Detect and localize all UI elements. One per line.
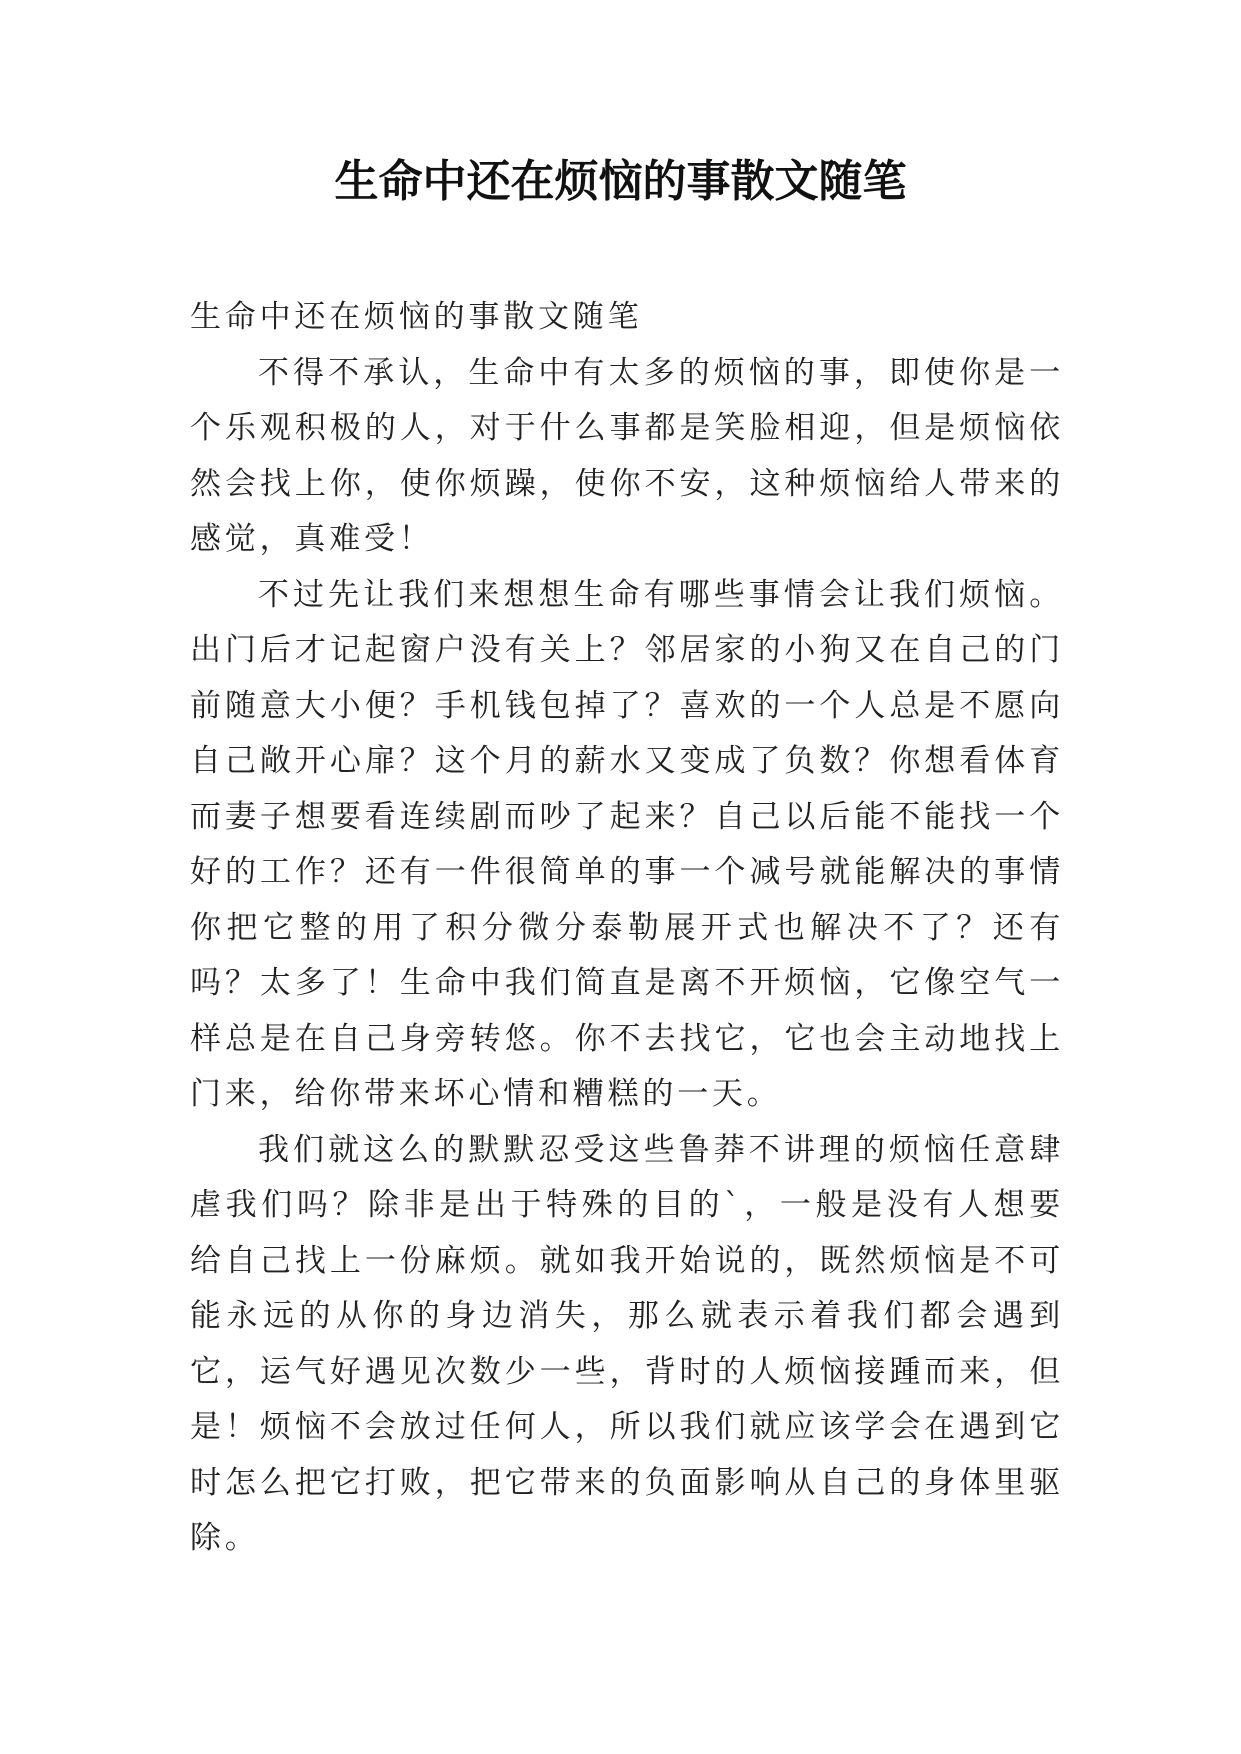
article-body [190,290,1064,1567]
paragraph-3: 我们就这么的默默忍受这些鲁莽不讲理的烦恼任意肆虐我们吗？除非是出于特殊的目的`，一般是没有人想要给自己找上一份麻烦。就如我开始说的，既然烦恼是不可能永远的从你的身边消失，那么就表示着我们都会遇到它，运气好遇见次数少一些，背时的人烦恼接踵而来，但是！烦恼不会放过任何人，所以我们就应该学会在遇到它时怎么把它打败，把它带来的负面影响从自己的身体里驱除。 [190,1131,1064,1556]
page-title: 生命中还在烦恼的事散文随笔 [334,156,907,207]
paragraph-1: 不得不承认，生命中有太多的烦恼的事，即使你是一个乐观积极的人，对于什么事都是笑脸相迎，但是烦恼依然会找上你，使你烦躁，使你不安，这种烦恼给人带来的感觉，真难受！ [190,354,1064,557]
article-subtitle: 生命中还在烦恼的事散文随笔 [190,299,643,335]
paragraph-2: 不过先让我们来想想生命有哪些事情会让我们烦恼。出门后才记起窗户没有关上？邻居家的小狗又在自己的门前随意大小便？手机钱包掉了？喜欢的一个人总是不愿向自己敞开心扉？这个月的薪水又变成了负数？你想看体育而妻子想要看连续剧而吵了起来？自己以后能不能找一个好的工作？还有一件很简单的事一个减号就能解决的事情你把它整的用了积分微分泰勒展开式也解决不了？还有吗？太多了！生命中我们简直是离不开烦恼，它像空气一样总是在自己身旁转悠。你不去找它，它也会主动地找上门来，给你带来坏心情和糟糕的一天。 [190,576,1064,1112]
